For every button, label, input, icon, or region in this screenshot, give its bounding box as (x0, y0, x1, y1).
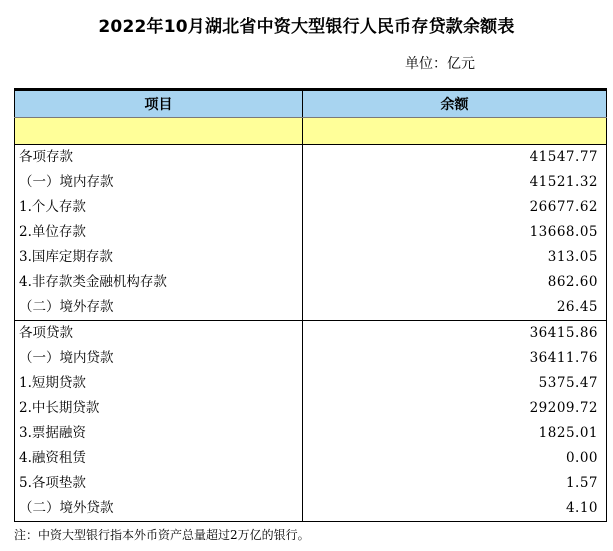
balance-table-container (14, 88, 606, 522)
table-row (15, 371, 607, 396)
row-label: 5.各项垫款 (15, 471, 303, 496)
table-row (15, 471, 607, 496)
row-value: 313.05 (303, 245, 607, 270)
row-label: 4.融资租赁 (15, 446, 303, 471)
row-value: 36415.86 (303, 321, 607, 347)
table-spacer-row (15, 118, 607, 145)
row-value: 4.10 (303, 496, 607, 522)
table-row (15, 496, 607, 522)
row-label: （二）境外贷款 (15, 496, 303, 522)
row-label: 1.个人存款 (15, 195, 303, 220)
row-label: 3.票据融资 (15, 421, 303, 446)
spacer-cell (303, 118, 607, 145)
row-value: 862.60 (303, 270, 607, 295)
header-item: 项目 (15, 90, 303, 118)
table-row (15, 346, 607, 371)
row-value: 26677.62 (303, 195, 607, 220)
row-label: （一）境内贷款 (15, 346, 303, 371)
table-row (15, 321, 607, 347)
row-label: （二）境外存款 (15, 295, 303, 321)
row-label: 2.单位存款 (15, 220, 303, 245)
header-balance: 余额 (303, 90, 607, 118)
spacer-cell (15, 118, 303, 145)
row-value: 29209.72 (303, 396, 607, 421)
table-row (15, 145, 607, 171)
row-label: 各项贷款 (15, 321, 303, 347)
row-value: 1825.01 (303, 421, 607, 446)
table-row (15, 270, 607, 295)
table-row (15, 295, 607, 321)
row-label: 各项存款 (15, 145, 303, 171)
row-value: 36411.76 (303, 346, 607, 371)
table-row (15, 446, 607, 471)
row-label: 1.短期贷款 (15, 371, 303, 396)
row-value: 0.00 (303, 446, 607, 471)
table-row (15, 245, 607, 270)
table-row (15, 421, 607, 446)
page-title: 2022年10月湖北省中资大型银行人民币存贷款余额表 (98, 17, 515, 37)
row-value: 41521.32 (303, 170, 607, 195)
row-value: 13668.05 (303, 220, 607, 245)
balance-table (14, 88, 607, 522)
row-label: 2.中长期贷款 (15, 396, 303, 421)
table-row (15, 220, 607, 245)
row-label: （一）境内存款 (15, 170, 303, 195)
table-header-row (15, 90, 607, 118)
row-label: 4.非存款类金融机构存款 (15, 270, 303, 295)
table-row (15, 195, 607, 220)
row-value: 41547.77 (303, 145, 607, 171)
row-label: 3.国库定期存款 (15, 245, 303, 270)
unit-label: 单位：亿元 (405, 56, 475, 72)
row-value: 1.57 (303, 471, 607, 496)
table-row (15, 170, 607, 195)
row-value: 26.45 (303, 295, 607, 321)
row-value: 5375.47 (303, 371, 607, 396)
table-row (15, 396, 607, 421)
footnote: 注：中资大型银行指本外币资产总量超过2万亿的银行。 (14, 528, 310, 542)
